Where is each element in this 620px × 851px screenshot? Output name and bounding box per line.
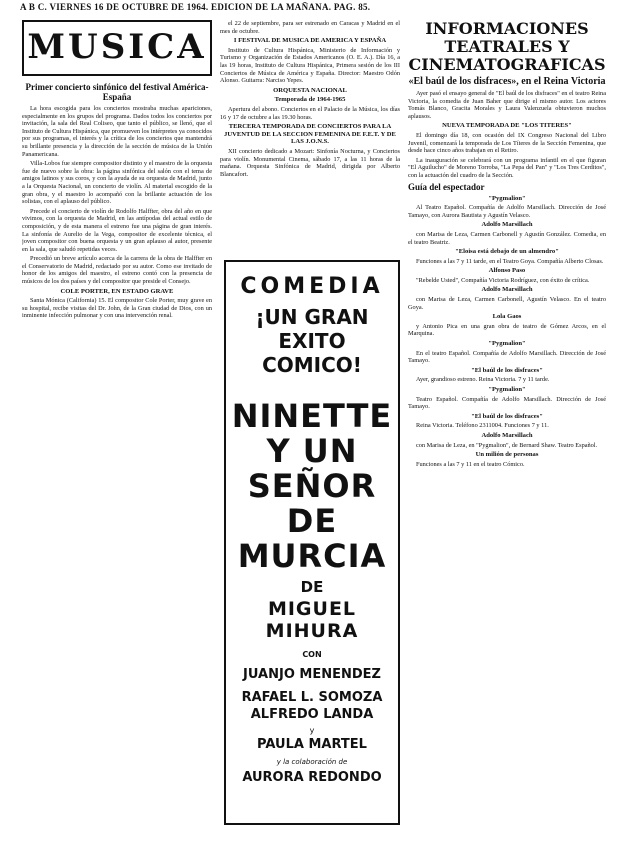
guide-entry-title: Lola Gaos	[492, 313, 522, 321]
guide-entry-text: En el teatro Español. Compañía de Adolfo Marsillach. Dirección de José Tamayo.	[408, 349, 606, 365]
guide-entry-text: con Marisa de Leza, Carmen Carbonell y Agustín González. Comedia, en el teatro Beatriz.	[408, 230, 606, 246]
guide-entry-text: con Marisa de Leza, Carmen Carbonell, Agustín Velasco. En el teatro Goya.	[408, 296, 606, 311]
ad-slogan: ¡UN GRAN EXITO COMICO!	[255, 305, 369, 377]
article-paragraph: Precedió un breve artículo acerca de la carrera de la obra de Halffter en el Conservatorio de Madrid, redactado por su autor. Como ese invitado de honor de los amigos del maestro, el estreno contó con la presencia de músicos de los dos países y del compositor que preside el Consejo.	[22, 255, 212, 286]
article-paragraph: Villa-Lobos fue siempre compositor distinto y el maestro de la orquesta fue de nuevo sobre la obra: la página sinfónica del salón con el tema de amigos latinos y sus coros, y con la ayuda de su orquesta de Madrid, junto a la Orquesta Nacional, un concierto de violín. Al material escogido de la gran obra, y el maestro lo acompañó con la brillante actuación de los solistas, con el aplauso del público.	[22, 160, 212, 206]
article-paragraph: La inauguración se celebrará con un programa infantil en el que figuran "El Aguilucho" de Moreno Torroba, "La Pepa del Pan" y "Los Tres Cerditos", con la actuación del cuadro de la Sección.	[408, 156, 606, 179]
article-paragraph: Santa Mónica (California) 15. El compositor Cole Porter, muy grave en su hospital, recibe visitas del Dr. John, de la Gran ciudad de Dios, con un inminente infección pulmonar y con una intervención renal.	[22, 297, 212, 320]
guide-entry-text: con Marisa de Leza, en "Pygmalion", de Bernard Shaw. Teatro Español.	[416, 441, 598, 449]
guide-entry-text: "Rebelde Usted", Compañía Victoria Rodríguez, con éxito de crítica.	[416, 276, 590, 284]
comedia-advertisement	[224, 260, 400, 825]
article-paragraph: el 22 de septiembre, para ser estrenado en Caracas y Madrid en el mes de octubre.	[220, 20, 400, 35]
cast-member: ALFREDO LANDA	[250, 707, 374, 722]
guide-entry-title: "El baúl de los disfraces"	[471, 412, 543, 420]
theatre-section-title: INFORMACIONES TEATRALES Y CINEMATOGRAFICAS	[408, 20, 606, 74]
guide-entry-text: Teatro Español. Compañía de Adolfo Marsillach. Dirección de José Tamayo.	[408, 395, 606, 411]
article-paragraph: Precede el concierto de violín de Rodolfo Halffter, obra del año en que vivimos, con la orquesta de Madrid, en las antípodas del actual estilo de composición, y de esta manera el estreno fue una página de gran interés. La sinfonía de Aurelio de la Vega, compositor de excelente técnica, el joven compositor con buena orquesta y un gran aplauso al autor, presente en la sala, que saludó repetidas veces.	[22, 207, 212, 253]
theatre-name: COMEDIA	[240, 274, 384, 299]
guide-entry-text: Ayer, grandioso estreno. Reina Victoria. 7 y 11 tarde.	[416, 376, 550, 384]
cast-conjunction: y	[309, 726, 315, 735]
guide-entry-title: Adolfo Marsillach	[481, 286, 533, 294]
guide-entry-title: Adolfo Marsillach	[481, 431, 533, 439]
section-heading: TERCERA TEMPORADA DE CONCIERTOS PARA LA JUVENTUD DE LA SECCION FEMENINA DE F.E.T. Y DE LAS J.O.N.S.	[224, 123, 396, 146]
collaboration-note: y la colaboración de	[276, 758, 348, 766]
article-paragraph: Apertura del abono. Conciertos en el Palacio de la Música, los días 16 y 17 de octubre a las 19.30 horas.	[220, 105, 400, 121]
guide-entry-text: y Antonio Pica en una gran obra de teatro de Gómez Arcos, en el Marquina.	[408, 322, 606, 338]
concerts-column	[220, 20, 400, 255]
author-name: MIGUEL MIHURA	[265, 598, 359, 642]
guide-entry-text: Funciones a las 7 y 11 tarde, en el Teatro Goya. Compañía Alberto Closas.	[416, 257, 604, 265]
article-paragraph: La hora escogida para los conciertos mostraba muchas apariciones, especialmente en los grupos del programa. Dados todos los conciertos por invitación, la sala del Real Coliseo, que tanto el público, se llenó, que el Instituto de Cultura Hispánica, que promueven los intérpretes ya conocidos por sus programas, el interés y la crítica de los conciertos que mantendrá su brillante presencia y la dirección de la sección de música de la Unión Panamericana.	[22, 105, 212, 158]
section-heading: ORQUESTA NACIONAL	[273, 86, 347, 94]
guide-heading: Guía del espectador	[408, 181, 485, 192]
section-subheading: Temporada de 1964-1965	[274, 96, 346, 104]
guide-entry-title: Adolfo Marsillach	[481, 221, 533, 229]
guide-entry-title: "El baúl de los disfraces"	[471, 366, 543, 374]
play-title: NINETTE Y UN SEÑOR DE MURCIA	[231, 397, 393, 575]
article-headline: «El baúl de los disfraces», en el Reina Victoria	[408, 76, 606, 87]
article-paragraph: XII concierto dedicado a Mozart: Sinfonía Nocturna, y Conciertos para violín. Monumental Cinema, sábado 17, a las 11 horas de la mañana. Orquesta Sinfónica de Madrid, dirigida por Alberto Blancafort.	[220, 147, 400, 178]
article-paragraph: Instituto de Cultura Hispánica, Ministerio de Información y Turismo y Organización de Estados Americanos (O. E. A.). Día 16, a las 19 horas, Instituto de Cultura Hispánica, Primera sesión de los III Conciertos de Música de América y España. Director: Maestro Odón Alonso. Guitarra: Narciso Yepes.	[220, 46, 400, 85]
guide-entry-text: Reina Victoria. Teléfono 2311004. Funciones 7 y 11.	[416, 422, 549, 430]
article-paragraph: Ayer pasó el ensayo general de "El baúl de los disfraces" en el teatro Reina Victoria, la comedia de Juan Baher que dirige el mismo autor. Los actores Tomás Blanco, Gracita Morales y Laura Valenzuela obtuvieron muchos aplausos.	[408, 90, 606, 120]
cast-member: JUANJO MENENDEZ	[243, 667, 381, 682]
cast-prefix: CON	[302, 650, 322, 659]
article-headline: COLE PORTER, EN ESTADO GRAVE	[60, 287, 174, 295]
guide-entry-title: "Eloisa está debajo de un almendro"	[455, 248, 559, 256]
music-section-title: MUSICA	[27, 27, 207, 68]
article-headline: Primer concierto sinfónico del festival América-España	[25, 82, 209, 102]
music-column	[22, 20, 212, 830]
guide-entry-text: Funciones a las 7 y 11 en el teatro Cómico.	[416, 460, 525, 468]
cast-member: AURORA REDONDO	[242, 770, 382, 785]
music-section-banner	[22, 20, 212, 76]
guide-entry-text: Al Teatro Español. Compañía de Adolfo Marsillach. Dirección de José Tamayo, con Aurora Bautista y Agustín Velasco.	[408, 204, 606, 219]
cast-member: RAFAEL L. SOMOZA	[241, 690, 383, 705]
section-heading: I FESTIVAL DE MUSICA DE AMERICA Y ESPAÑA	[233, 37, 387, 45]
guide-entry-title: "Pygmalion"	[488, 340, 526, 348]
guide-entry-title: Un milión de personas	[475, 451, 539, 459]
article-paragraph: El domingo día 18, con ocasión del IX Congreso Nacional del Libro Juvenil, comenzará la temporada de Los Títeres de la Sección Femenina, que desde hace cinco años trabajan en el Retiro.	[408, 131, 606, 155]
guide-entry-title: "Pygmalion"	[488, 386, 526, 393]
cast-member: PAULA MARTEL	[257, 737, 367, 752]
theatre-column	[408, 20, 606, 830]
article-headline: NUEVA TEMPORADA DE "LOS TITERES"	[442, 122, 572, 130]
page-header: A B C. VIERNES 16 DE OCTUBRE DE 1964. EDICION DE LA MAÑANA. PAG. 85.	[20, 2, 371, 12]
spectator-guide-list	[408, 195, 606, 469]
author-prefix: DE	[300, 578, 324, 596]
guide-entry-title: Alfonso Paso	[488, 267, 526, 275]
guide-entry-title: "Pygmalion"	[488, 194, 526, 202]
